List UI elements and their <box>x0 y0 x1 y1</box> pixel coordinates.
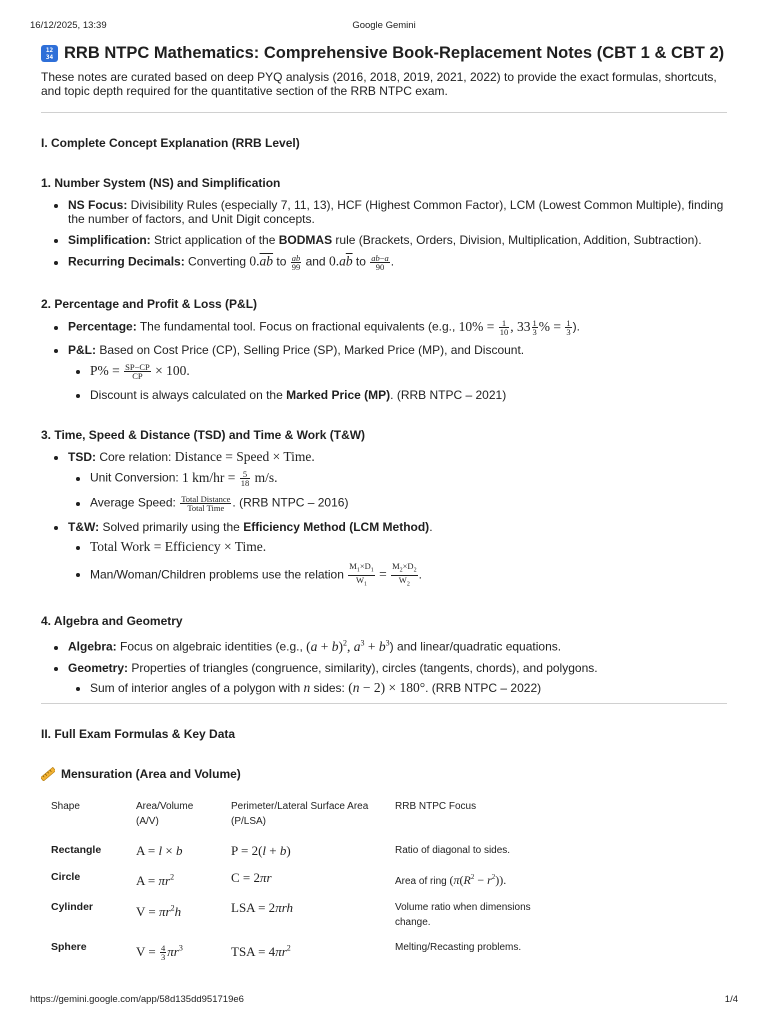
cell-perimeter: LSA = 2πrh <box>231 900 294 916</box>
input-numbers-icon: 12 34 <box>41 45 58 62</box>
item-text: and <box>302 254 329 269</box>
item-text: Unit Conversion: <box>90 470 183 485</box>
document-intro: These notes are curated based on deep PYQ analysis (2016, 2018, 2019, 2021, 2022) to provide the exact formulas, shortcuts, and topic depth required for the quantitative section of the RRB NTPC exam. <box>41 70 717 98</box>
list-item <box>68 254 727 271</box>
math-mdw2: $\frac{M_2\times D_2}{W_2}$ <box>392 561 417 588</box>
bold-label: Algebra: <box>68 639 117 654</box>
item-text: Strict application of the <box>150 233 279 247</box>
item-text: . <box>390 254 395 269</box>
item-text: . (RRB NTPC – 2016) <box>232 495 349 510</box>
item-text: . <box>418 567 422 582</box>
cell-focus: Volume ratio when dimensions change. <box>395 902 531 929</box>
item-text: sides: <box>310 680 349 695</box>
list-item <box>68 450 727 512</box>
math-mdw1: $\frac{M_1\times D_1}{W_1}$ <box>349 561 374 588</box>
item-text: . (RRB NTPC – 2021) <box>390 388 507 402</box>
item-text: . (RRB NTPC – 2022) <box>425 680 542 695</box>
item-text: . <box>429 520 433 534</box>
math-n: n <box>303 679 311 695</box>
cell-focus: Ratio of diagonal to sides. <box>395 844 511 856</box>
item-text: Core relation: <box>96 450 175 464</box>
cell-shape: Sphere <box>51 941 87 954</box>
column-header: Perimeter/Lateral Surface Area (P/LSA) <box>231 800 369 827</box>
item-text: Focus on algebraic identities (e.g., <box>116 639 307 654</box>
bold-term: BODMAS <box>278 233 333 247</box>
math-frac-ab-99: $\frac{ab}{99}$ <box>291 253 301 272</box>
list-item <box>68 233 727 247</box>
item-text: Converting <box>184 254 250 269</box>
print-datetime: 16/12/2025, 13:39 <box>30 20 107 31</box>
sub-list <box>68 681 727 695</box>
table-row <box>43 896 563 936</box>
list-tsd <box>41 450 727 588</box>
bold-term: Efficiency Method (LCM Method) <box>243 520 430 534</box>
table-row <box>43 936 563 967</box>
table-row <box>43 839 563 866</box>
cell-shape: Rectangle <box>51 843 102 856</box>
bold-label: P&L: <box>68 343 96 357</box>
bold-label: T&W: <box>68 520 100 534</box>
item-text: Discount is always calculated on the <box>90 388 287 402</box>
print-footer <box>30 994 738 1005</box>
bold-label: Percentage: <box>68 319 137 334</box>
math-distance-relation: Distance = Speed × Time. <box>174 449 315 464</box>
cell-area: A = l × b <box>136 842 183 858</box>
sub-list <box>68 363 727 402</box>
list-item <box>68 343 727 402</box>
subheading-percentage: 2. Percentage and Profit & Loss (P&L) <box>41 297 258 311</box>
subheading-number-system: 1. Number System (NS) and Simplification <box>41 176 281 190</box>
list-item <box>90 681 727 695</box>
list-item <box>68 636 727 654</box>
cell-perimeter: C = 2πr <box>231 869 272 885</box>
bold-label: Recurring Decimals: <box>68 254 185 269</box>
list-item <box>90 495 727 512</box>
cell-perimeter: TSA = $4\pi r^2$ <box>231 943 291 959</box>
cell-focus: Melting/Recasting problems. <box>395 942 522 954</box>
section-divider <box>41 703 727 704</box>
item-text: Properties of triangles (congruence, similarity), circles (tangents, chords), and polygons. <box>128 660 598 675</box>
list-item <box>90 388 727 402</box>
section-heading-formulas: II. Full Exam Formulas & Key Data <box>41 726 236 741</box>
document-title <box>41 43 727 64</box>
print-url: https://gemini.google.com/app/58d135dd951719e6 <box>30 994 244 1005</box>
ruler-icon <box>41 767 55 781</box>
subheading-algebra: 4. Algebra and Geometry <box>41 614 183 629</box>
mensuration-heading <box>41 767 727 781</box>
item-text: Divisibility Rules (especially 7, 11, 13), HCF (Highest Common Factor), LCM (Lowest Common Multiple), finding the number of factors, and Unit Digit concepts. <box>68 198 724 226</box>
list-item <box>90 470 727 487</box>
mensuration-table <box>43 799 563 967</box>
list-item <box>90 363 727 380</box>
sub-list <box>68 540 727 588</box>
list-algebra <box>41 636 727 695</box>
bold-label: TSD: <box>68 450 96 464</box>
bold-label: NS Focus: <box>68 198 128 212</box>
item-text: Solved primarily using the <box>99 520 244 534</box>
cell-area: $V = \pi r^2h$ <box>136 903 182 919</box>
mensuration-title: Mensuration (Area and Volume) <box>61 766 241 781</box>
column-header: Area/Volume (A/V) <box>136 800 194 827</box>
document-title-text: RRB NTPC Mathematics: Comprehensive Book-Replacement Notes (CBT 1 & CBT 2) <box>64 44 725 62</box>
section-divider <box>41 112 727 113</box>
math-frac-ab-a-90: $\frac{ab-a}{90}$ <box>371 253 389 272</box>
math-recurring-ab: 0.ab <box>249 253 274 269</box>
column-header: RRB NTPC Focus <box>395 800 477 812</box>
list-percentage <box>41 319 727 402</box>
item-text: Sum of interior angles of a polygon with <box>90 680 304 695</box>
math-total-work: Total Work = Efficiency × Time. <box>90 539 267 554</box>
bold-term: Marked Price (MP) <box>286 388 391 402</box>
section-heading-concepts: I. Complete Concept Explanation (RRB Level) <box>41 136 300 150</box>
print-app-title: Google Gemini <box>352 20 416 31</box>
list-item <box>68 661 727 695</box>
document-content <box>41 43 727 967</box>
item-text: The fundamental tool. Focus on fractional equivalents (e.g., <box>136 319 459 334</box>
list-item: • Man/Woman/Children problems use the relation $\frac{M_1\times D_1}{W_1}$ = $\frac{M_2\times D_2}{W_2}$ . <box>90 562 727 588</box>
math-polygon-angles: (n − 2) × 180° <box>348 679 426 695</box>
bold-label: Geometry: <box>68 660 129 675</box>
item-text: Man/Woman/Children problems use the relation <box>90 567 348 582</box>
math-recurring-a-b: 0.ab <box>328 253 353 269</box>
math-percent-equivalents: 10% = $\frac{1}{10}$ , 33 $\frac{1}{3}$ % = $\frac{1}{3}$ <box>458 318 571 337</box>
item-text: Based on Cost Price (CP), Selling Price (SP), Marked Price (MP), and Discount. <box>96 343 525 357</box>
cell-shape: Cylinder <box>51 901 94 914</box>
column-header: Shape <box>51 800 80 812</box>
table-header-row <box>43 799 563 839</box>
cell-perimeter: P = 2(l + b) <box>231 842 291 858</box>
cell-area: $A = \pi r^2$ <box>136 872 175 889</box>
item-text: rule (Brackets, Orders, Division, Multiplication, Addition, Subtraction). <box>332 233 702 247</box>
list-item <box>68 520 727 588</box>
list-number-system <box>41 198 727 271</box>
table-row <box>43 866 563 896</box>
item-text: to <box>273 254 290 269</box>
item-text: ). <box>572 319 580 334</box>
print-header <box>30 20 738 31</box>
cell-focus: Area of ring $(\pi(R^2 - r^2))$. <box>395 872 507 887</box>
item-text: ) and linear/quadratic equations. <box>389 639 562 654</box>
math-identities: $(a + b)^2$, $a^3 + b^3$ <box>306 638 390 654</box>
cell-area: V = $\frac{4}{3}$ $\pi r^3$ <box>136 943 183 963</box>
list-item <box>90 540 727 554</box>
sub-list <box>68 470 727 512</box>
item-text: to <box>352 254 370 269</box>
list-item <box>68 198 727 226</box>
list-item <box>68 319 727 336</box>
bold-label: Simplification: <box>68 233 151 247</box>
print-page-number: 1/4 <box>724 994 738 1005</box>
math-average-speed: $\frac{\text{Total Distance}}{\text{Total Time}}$ <box>181 494 231 513</box>
item-text: Average Speed: <box>90 495 180 510</box>
math-unit-conversion: 1 km/hr = $\frac{5}{18}$ m/s. <box>182 469 278 488</box>
math-profit-percent: P% = $\frac{SP-CP}{CP}$ × 100. <box>90 362 190 381</box>
cell-shape: Circle <box>51 870 81 883</box>
subheading-tsd: 3. Time, Speed & Distance (TSD) and Time & Work (T&W) <box>41 428 366 442</box>
